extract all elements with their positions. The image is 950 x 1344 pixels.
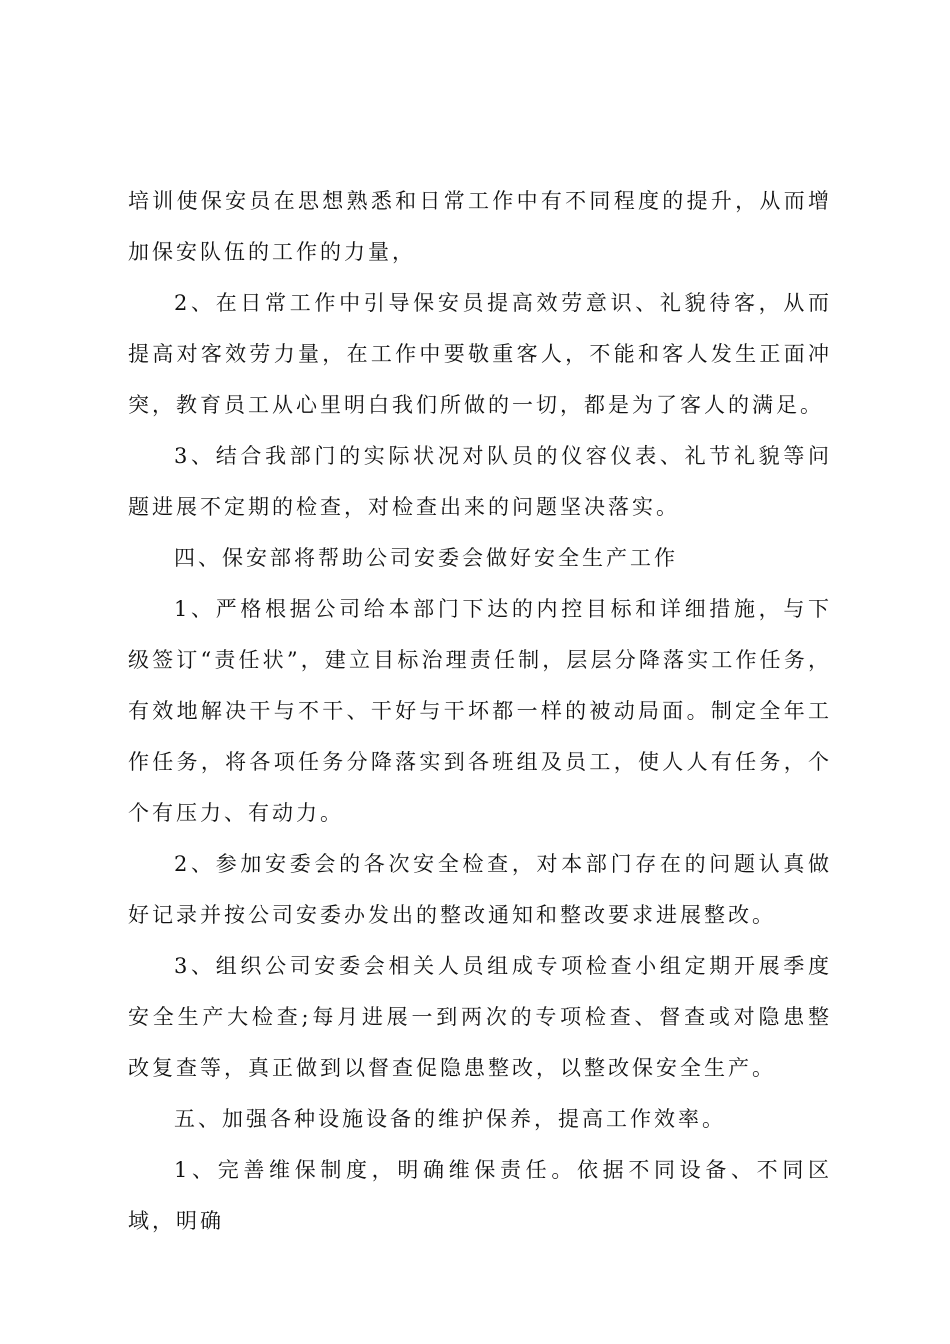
paragraph-7: 3、组织公司安委会相关人员组成专项检查小组定期开展季度安全生产大检查;每月进展一到两次的专项检查、督查或对隐患整改复查等，真正做到以督查促隐患整改，以整改保安全生产。 [128,954,832,1080]
section-heading-4: 四、保安部将帮助公司安委会做好安全生产工作 [174,546,678,570]
section-heading-5: 五、加强各种设施设备的维护保养，提高工作效率。 [174,1107,726,1131]
document-body [128,176,832,1247]
paragraph-1: 培训使保安员在思想熟悉和日常工作中有不同程度的提升，从而增加保安队伍的工作的力量， [128,189,832,264]
paragraph-3: 3、结合我部门的实际状况对队员的仪容仪表、礼节礼貌等问题进展不定期的检查，对检查出来的问题坚决落实。 [128,444,832,519]
paragraph-5: 1、严格根据公司给本部门下达的内控目标和详细措施，与下级签订“责任状”，建立目标治理责任制，层层分降落实工作任务，有效地解决干与不干、干好与干坏都一样的被动局面。制定全年工作任务，将各项任务分降落实到各班组及员工，使人人有任务，个个有压力、有动力。 [128,597,832,825]
paragraph-6: 2、参加安委会的各次安全检查，对本部门存在的问题认真做好记录并按公司安委办发出的整改通知和整改要求进展整改。 [128,852,832,927]
paragraph-9: 1、完善维保制度，明确维保责任。依据不同设备、不同区域，明确 [128,1158,832,1233]
paragraph-2: 2、在日常工作中引导保安员提高效劳意识、礼貌待客，从而提高对客效劳力量，在工作中要敬重客人，不能和客人发生正面冲突，教育员工从心里明白我们所做的一切，都是为了客人的满足。 [128,291,832,417]
